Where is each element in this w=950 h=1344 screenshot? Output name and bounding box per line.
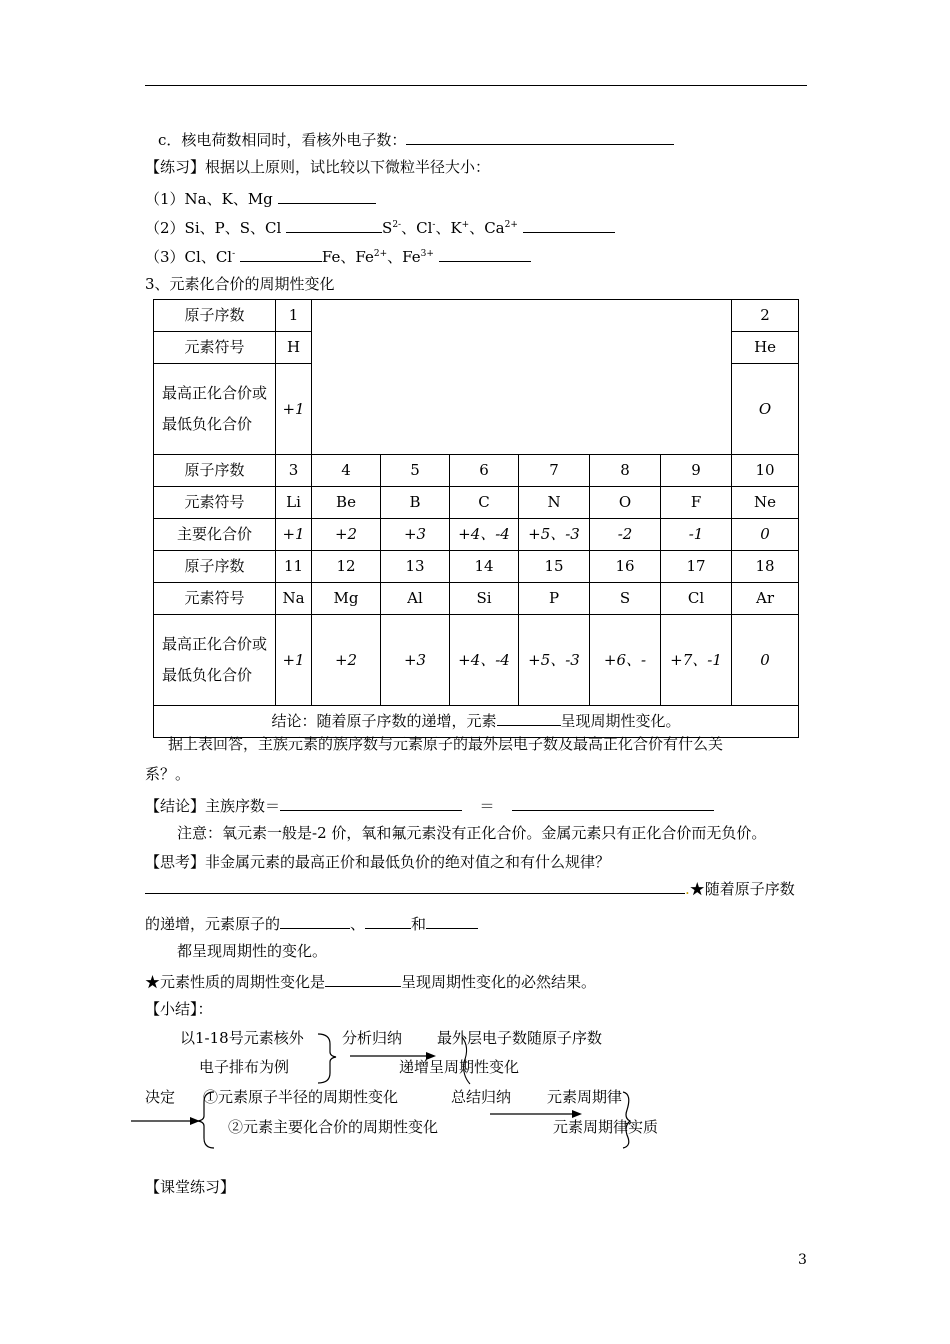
cell: C <box>450 487 519 519</box>
cell: Al <box>381 583 450 615</box>
cell: Si <box>450 583 519 615</box>
think-star1: .★随着原子序数 <box>145 877 795 899</box>
practice-q2: （2）Si、P、S、Cl $S^{2-}$、Cl-、K+、$Ca^{2+}$ <box>145 216 615 238</box>
cell: 7 <box>519 455 590 487</box>
cell-label: 主要化合价 <box>154 519 276 551</box>
practice-q3: （3）Cl、Cl- Fe、$Fe^{2+}$、$Fe^{3+}$ <box>145 245 531 267</box>
brace-f <box>623 1092 630 1148</box>
cell: +1 <box>276 519 312 551</box>
cell-label: 元素符号 <box>154 332 276 364</box>
cell: +3 <box>381 615 450 706</box>
summary-c2: 递增呈周期性变化 <box>399 1058 520 1076</box>
cell-label: 原子序数 <box>154 551 276 583</box>
cell: 16 <box>590 551 661 583</box>
cell: +2 <box>312 615 381 706</box>
cell: Ar <box>732 583 799 615</box>
right-brace <box>318 1034 336 1083</box>
cell: Mg <box>312 583 381 615</box>
cell-label: 最高正化合价或最低负化合价 <box>154 615 276 706</box>
cell-he-num: 2 <box>732 300 799 332</box>
left-brace <box>198 1092 214 1148</box>
cell-h-val: +1 <box>276 364 312 455</box>
mark: . <box>685 880 690 898</box>
summary-decide: 决定 <box>145 1088 176 1106</box>
cell: Li <box>276 487 312 519</box>
think-line3: 都呈现周期性的变化。 <box>177 942 328 960</box>
cell: Cl <box>661 583 732 615</box>
arrow-head <box>190 1117 200 1125</box>
cell: O <box>590 487 661 519</box>
cell: 4 <box>312 455 381 487</box>
cell: 0 <box>732 615 799 706</box>
page-number: 3 <box>798 1252 807 1268</box>
summary-f2: 元素周期律实质 <box>553 1118 659 1136</box>
cell: 9 <box>661 455 732 487</box>
brace-c <box>462 1037 470 1084</box>
conclusion-cell: 结论：随着原子序数的递增，元素 呈现周期性变化。 <box>154 706 799 738</box>
cell: +4、-4 <box>450 615 519 706</box>
cell: 13 <box>381 551 450 583</box>
cell: F <box>661 487 732 519</box>
think-line2: 的递增，元素原子的 、 和 <box>145 912 478 934</box>
cell-label: 元素符号 <box>154 583 276 615</box>
cell: 14 <box>450 551 519 583</box>
think-title: 【思考】非金属元素的最高正价和最低负价的绝对值之和有什么规律？ <box>145 853 611 871</box>
cell-h-sym: H <box>276 332 312 364</box>
cell-h-num: 1 <box>276 300 312 332</box>
summary-c1: 最外层电子数随原子序数 <box>437 1029 603 1047</box>
summary-d2: ②元素主要化合价的周期性变化 <box>228 1118 439 1136</box>
cell: -1 <box>661 519 732 551</box>
cell: +1 <box>276 615 312 706</box>
cell: 11 <box>276 551 312 583</box>
cell: 12 <box>312 551 381 583</box>
cell: +5、-3 <box>519 615 590 706</box>
cell: 10 <box>732 455 799 487</box>
cell: Ne <box>732 487 799 519</box>
summary-f1: 元素周期律 <box>547 1088 623 1106</box>
summary-title: 【小结】： <box>145 1000 213 1018</box>
cell: +5、-3 <box>519 519 590 551</box>
cell: 6 <box>450 455 519 487</box>
cell: Na <box>276 583 312 615</box>
practice-title: 【练习】根据以上原则，试比较以下微粒半径大小： <box>145 158 491 176</box>
cell-he-val: O <box>732 364 799 455</box>
cell-label: 原子序数 <box>154 455 276 487</box>
cell-label: 最高正化合价或最低负化合价 <box>154 364 276 455</box>
think-star2: ★元素性质的周期性变化是 呈现周期性变化的必然结果。 <box>145 970 596 992</box>
cell-he-sym: He <box>732 332 799 364</box>
cell: 8 <box>590 455 661 487</box>
question-line1: 据上表回答，主族元素的族序数与元素原子的最外层电子数及最高正化合价有什么关 <box>168 735 724 753</box>
practice-q1: （1）Na、K、Mg <box>145 187 376 209</box>
cell: P <box>519 583 590 615</box>
arrow-head <box>572 1110 582 1118</box>
cell: N <box>519 487 590 519</box>
summary-d1: ①元素原子半径的周期性变化 <box>203 1088 399 1106</box>
cell: Be <box>312 487 381 519</box>
cell: 15 <box>519 551 590 583</box>
conclusion-line: 【结论】主族序数＝ ＝ <box>145 794 714 816</box>
cell: +7、-1 <box>661 615 732 706</box>
cell: 0 <box>732 519 799 551</box>
cell: +3 <box>381 519 450 551</box>
section3-title: 3、元素化合价的周期性变化 <box>145 275 335 293</box>
line-c: c．核电荷数相同时，看核外电子数： <box>158 128 674 150</box>
cell-label: 元素符号 <box>154 487 276 519</box>
summary-a1: 以1-18号元素核外 <box>180 1029 304 1047</box>
cell: S <box>590 583 661 615</box>
cell: +4、-4 <box>450 519 519 551</box>
question-line2: 系？。 <box>145 765 191 783</box>
cell: 3 <box>276 455 312 487</box>
cell-label: 原子序数 <box>154 300 276 332</box>
summary-a2: 电子排布为例 <box>199 1058 290 1076</box>
note-line: 注意：氧元素一般是-2 价，氧和氟元素没有正化合价。金属元素只有正化合价而无负价。 <box>177 824 767 842</box>
cell: -2 <box>590 519 661 551</box>
arrow-head <box>426 1052 436 1060</box>
cell: +6、- <box>590 615 661 706</box>
cell: B <box>381 487 450 519</box>
summary-e1: 总结归纳 <box>451 1088 512 1106</box>
cell: 17 <box>661 551 732 583</box>
cell: 18 <box>732 551 799 583</box>
cell: +2 <box>312 519 381 551</box>
classwork-title: 【课堂练习】 <box>145 1178 236 1196</box>
summary-b1: 分析归纳 <box>342 1029 403 1047</box>
cell: 5 <box>381 455 450 487</box>
